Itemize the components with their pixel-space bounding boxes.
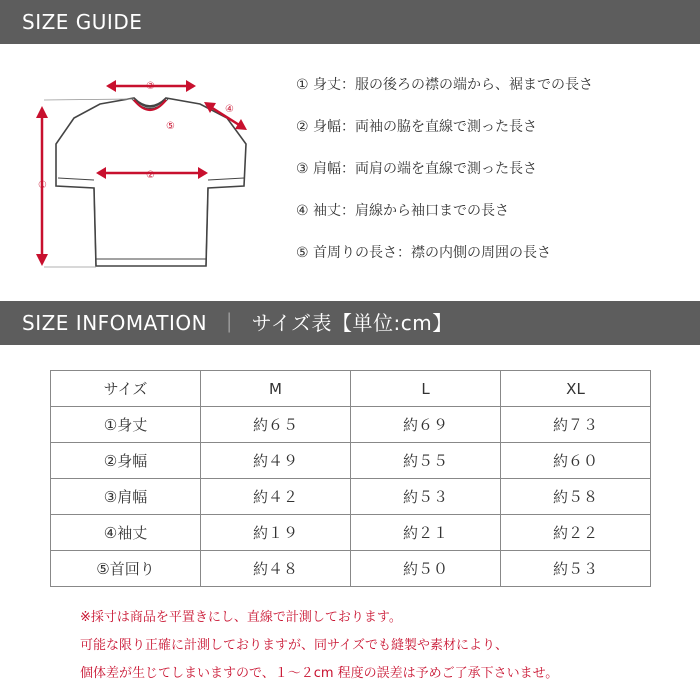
table-row <box>51 407 651 443</box>
table-cell: 約１９ <box>201 515 351 551</box>
header-separator: ｜ <box>219 311 240 335</box>
table-cell: 約６０ <box>501 443 651 479</box>
table-cell: 約２２ <box>501 515 651 551</box>
table-cell: 約４２ <box>201 479 351 515</box>
table-header-cell: M <box>201 371 351 407</box>
legend-item-sleeve: ④ 袖丈：肩線から袖口までの長さ <box>296 203 510 219</box>
table-cell: 約４８ <box>201 551 351 587</box>
measurement-legend <box>296 70 696 280</box>
table-row <box>51 479 651 515</box>
table-cell: 約５０ <box>351 551 501 587</box>
note-line: 可能な限り正確に計測しておりますが、同サイズでも縫製や素材により、 <box>80 638 508 653</box>
shirt-body-outline <box>56 98 246 266</box>
legend-item-chest: ② 身幅：両袖の脇を直線で測った長さ <box>296 119 537 135</box>
legend-item-length: ① 身丈：服の後ろの襟の端から、裾までの長さ <box>296 77 593 93</box>
size-guide-header <box>0 0 700 44</box>
legend-item-neck: ⑤ 首周りの長さ：襟の内側の周囲の長さ <box>296 245 551 261</box>
note-line: ※採寸は商品を平置きにし、直線で計測しております。 <box>80 610 402 625</box>
table-cell: ②身幅 <box>51 443 201 479</box>
table-cell: ③肩幅 <box>51 479 201 515</box>
note-line: 個体差が生じてしまいますので、１～２cm 程度の誤差は予めご了承下さいませ。 <box>80 666 559 681</box>
size-information-header <box>0 301 700 345</box>
table-cell: 約５５ <box>351 443 501 479</box>
table-cell: ⑤首回り <box>51 551 201 587</box>
table-cell: 約６９ <box>351 407 501 443</box>
table-header-cell: XL <box>501 371 651 407</box>
marker-neck: ⑤ <box>166 121 175 132</box>
marker-shoulder: ③ <box>146 81 155 92</box>
marker-chest: ② <box>146 170 155 181</box>
table-cell: ①身丈 <box>51 407 201 443</box>
marker-length: ① <box>38 180 47 191</box>
table-cell: 約５８ <box>501 479 651 515</box>
table-header-cell: サイズ <box>51 371 201 407</box>
table-header-cell: L <box>351 371 501 407</box>
marker-sleeve: ④ <box>225 104 234 115</box>
size-guide-title: SIZE GUIDE <box>22 10 143 34</box>
tshirt-diagram <box>22 66 262 276</box>
size-table-subtitle: サイズ表【単位:cm】 <box>251 311 453 335</box>
table-cell: ④袖丈 <box>51 515 201 551</box>
tshirt-outline <box>22 66 262 276</box>
table-header-row <box>51 371 651 407</box>
measurement-notes <box>80 604 690 688</box>
table-cell: 約５３ <box>351 479 501 515</box>
table-cell: 約６５ <box>201 407 351 443</box>
table-row <box>51 443 651 479</box>
table-cell: 約５３ <box>501 551 651 587</box>
table-cell: 約７３ <box>501 407 651 443</box>
table-row <box>51 551 651 587</box>
table-cell: 約２１ <box>351 515 501 551</box>
legend-item-shoulder: ③ 肩幅：両肩の端を直線で測った長さ <box>296 161 537 177</box>
table-cell: 約４９ <box>201 443 351 479</box>
size-table <box>50 370 651 587</box>
table-row <box>51 515 651 551</box>
size-information-title: SIZE INFOMATION <box>22 311 208 335</box>
